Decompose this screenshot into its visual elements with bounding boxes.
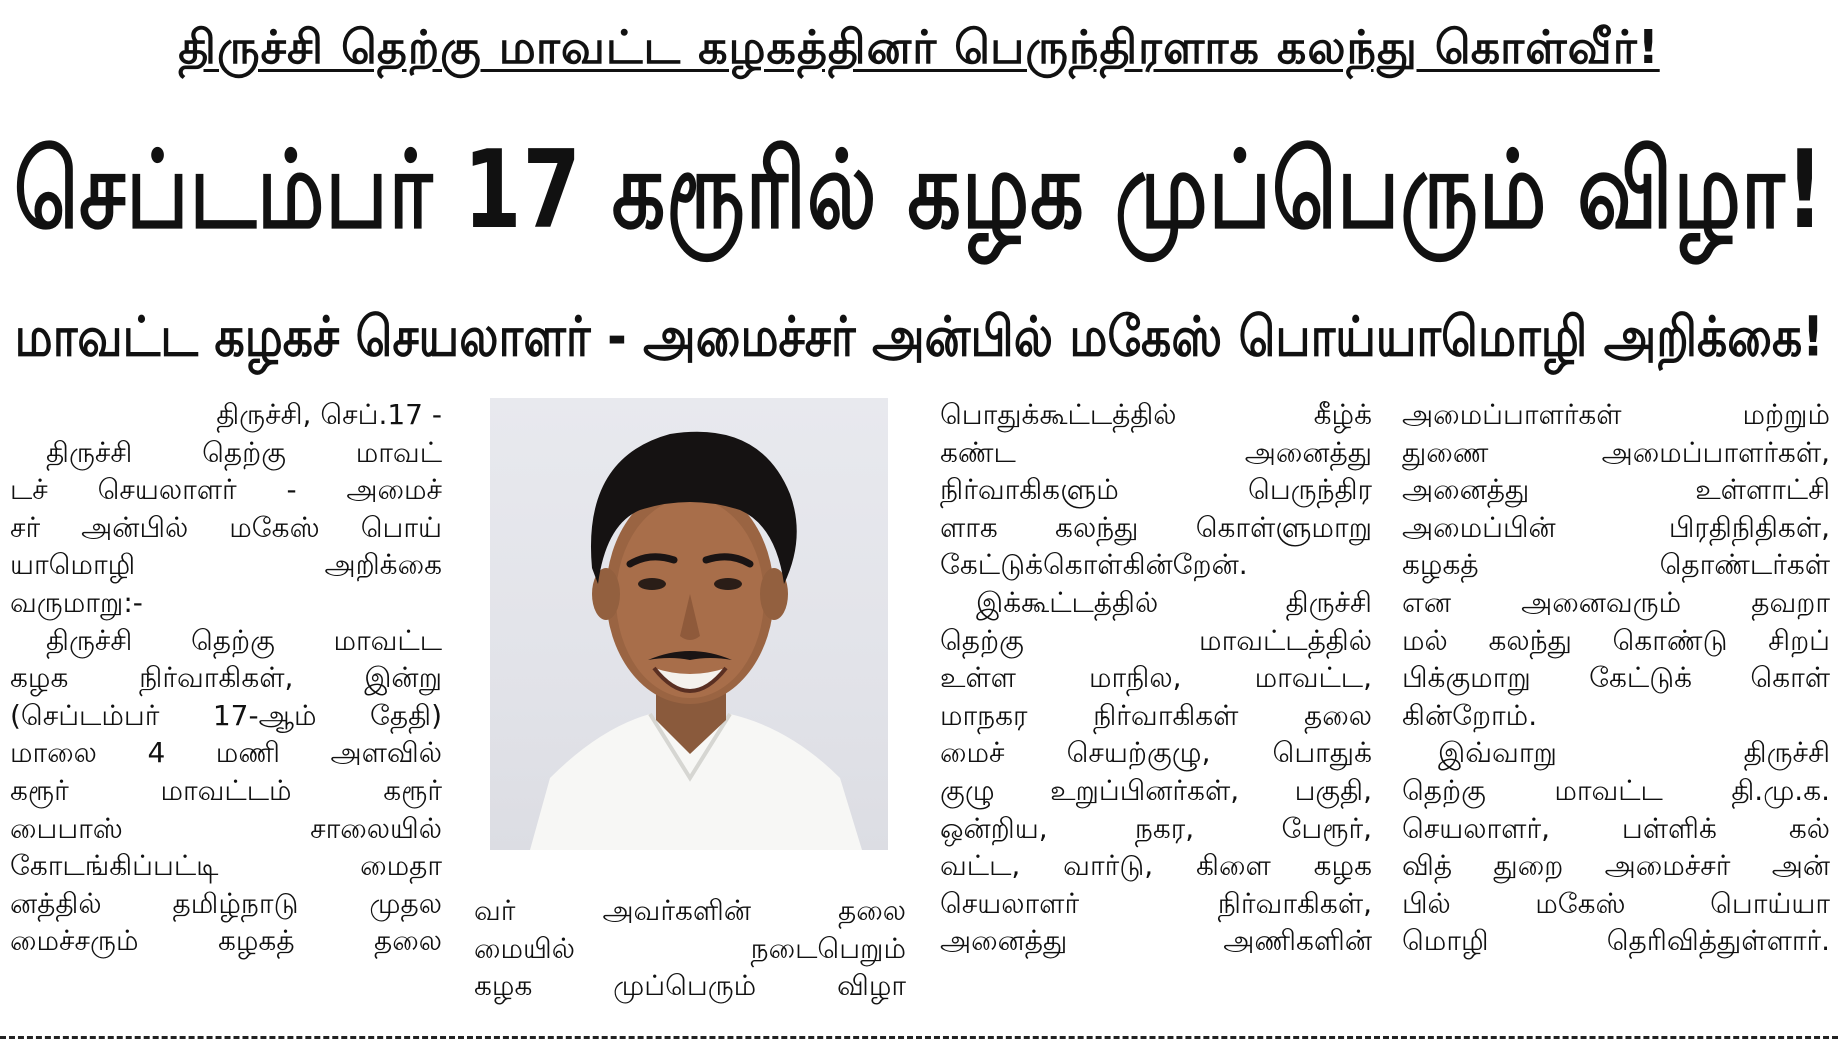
column-line: பொதுக்கூட்டத்தில் கீழ்க் xyxy=(940,398,1372,431)
column-line: திருச்சி தெற்கு மாவட்ட xyxy=(46,623,442,657)
column-line: கரூர் மாவட்டம் கரூர் xyxy=(10,773,442,807)
article-column-2 xyxy=(474,892,906,1012)
column-line: மைச்சரும் கழகத் தலை xyxy=(10,924,442,958)
subhead-text: மாவட்ட கழகச் செயலாளர் - அமைச்சர் அன்பில் மகேஸ் பொய்யாமொழி அறிக்கை! xyxy=(14,304,1824,369)
kicker-text: திருச்சி தெற்கு மாவட்ட கழகத்தினர் பெருந்திரளாக கலந்து கொள்வீர்! xyxy=(178,19,1660,74)
column-line: தெற்கு மாவட்டத்தில் xyxy=(940,623,1372,657)
article-column-1 xyxy=(10,396,442,1008)
column-line: அனைத்து அணிகளின் xyxy=(940,924,1372,958)
article-column-3 xyxy=(940,396,1372,1008)
column-line: வட்ட, வார்டு, கிளை கழக xyxy=(940,849,1372,883)
portrait-icon xyxy=(490,398,888,850)
portrait-photo xyxy=(490,398,888,850)
column-line: பிக்குமாறு கேட்டுக் கொள் xyxy=(1402,661,1830,695)
column-line: அமைப்பாளர்கள் மற்றும் xyxy=(1402,398,1830,431)
article-column-4 xyxy=(1402,396,1830,1008)
column-line: மையில் நடைபெறும் xyxy=(474,931,906,965)
column-line: என அனைவரும் தவறா xyxy=(1402,585,1830,619)
column-line: வர் அவர்களின் தலை xyxy=(474,894,906,927)
column-line: மாலை 4 மணி அளவில் xyxy=(10,736,442,770)
column-line: கழகத் தொண்டர்கள் xyxy=(1402,548,1830,582)
column-line: ஒன்றிய, நகர, பேரூர், xyxy=(940,811,1372,845)
column-line: உள்ள மாநில, மாவட்ட, xyxy=(940,661,1372,695)
column-line: மாநகர நிர்வாகிகள் தலை xyxy=(940,698,1372,732)
column-line: நிர்வாகிகளும் பெருந்திர xyxy=(940,473,1372,507)
column-line: ளாக கலந்து கொள்ளுமாறு xyxy=(940,510,1372,544)
column-line: குழு உறுப்பினர்கள், பகுதி, xyxy=(940,773,1372,807)
column-line: வருமாறு:- xyxy=(10,585,143,619)
column-line: யாமொழி அறிக்கை xyxy=(10,548,442,582)
column-line: னத்தில் தமிழ்நாடு முதல xyxy=(10,886,442,920)
column-line: திருச்சி தெற்கு மாவட் xyxy=(46,435,442,469)
column-line: கழக நிர்வாகிகள், இன்று xyxy=(10,661,442,695)
column-line: இவ்வாறு திருச்சி xyxy=(1438,736,1830,770)
column-line: மொழி தெரிவித்துள்ளார். xyxy=(1402,924,1830,958)
column-line: இக்கூட்டத்தில் திருச்சி xyxy=(976,585,1372,619)
main-headline xyxy=(0,112,1838,282)
column-line: அனைத்து உள்ளாட்சி xyxy=(1402,473,1830,507)
column-line: அமைப்பின் பிரதிநிதிகள், xyxy=(1402,510,1830,544)
column-line: கோடங்கிப்பட்டி மைதா xyxy=(10,849,442,883)
column-line: மைச் செயற்குழு, பொதுக் xyxy=(940,736,1372,770)
column-line: செயலாளர், பள்ளிக் கல் xyxy=(1402,811,1830,845)
column-line: தெற்கு மாவட்ட தி.மு.க. xyxy=(1402,773,1830,807)
column-line: கண்ட அனைத்து xyxy=(940,435,1372,469)
column-line: வித் துறை அமைச்சர் அன் xyxy=(1402,849,1830,883)
column-line: துணை அமைப்பாளர்கள், xyxy=(1402,435,1830,469)
sub-headline xyxy=(0,290,1838,390)
column-line: செயலாளர் நிர்வாகிகள், xyxy=(940,886,1372,920)
column-line: கழக முப்பெரும் விழா xyxy=(474,969,906,1003)
dateline: திருச்சி, செப்.17 - xyxy=(216,398,442,431)
column-line: டச் செயலாளர் - அமைச் xyxy=(10,473,442,507)
column-line: மல் கலந்து கொண்டு சிறப் xyxy=(1402,623,1830,657)
column-line: கின்றோம். xyxy=(1402,698,1538,732)
bottom-dashed-rule xyxy=(0,1036,1838,1039)
column-line: கேட்டுக்கொள்கின்றேன். xyxy=(940,548,1248,582)
column-line: பைபாஸ் சாலையில் xyxy=(10,811,442,845)
kicker-headline xyxy=(0,6,1838,94)
column-line: சர் அன்பில் மகேஸ் பொய் xyxy=(10,510,442,544)
column-line: பில் மகேஸ் பொய்யா xyxy=(1402,886,1830,920)
column-line: (செப்டம்பர் 17-ஆம் தேதி) xyxy=(10,698,442,732)
headline-text: செப்டம்பர் 17 கரூரில் கழக முப்பெரும் விழா! xyxy=(13,127,1825,253)
